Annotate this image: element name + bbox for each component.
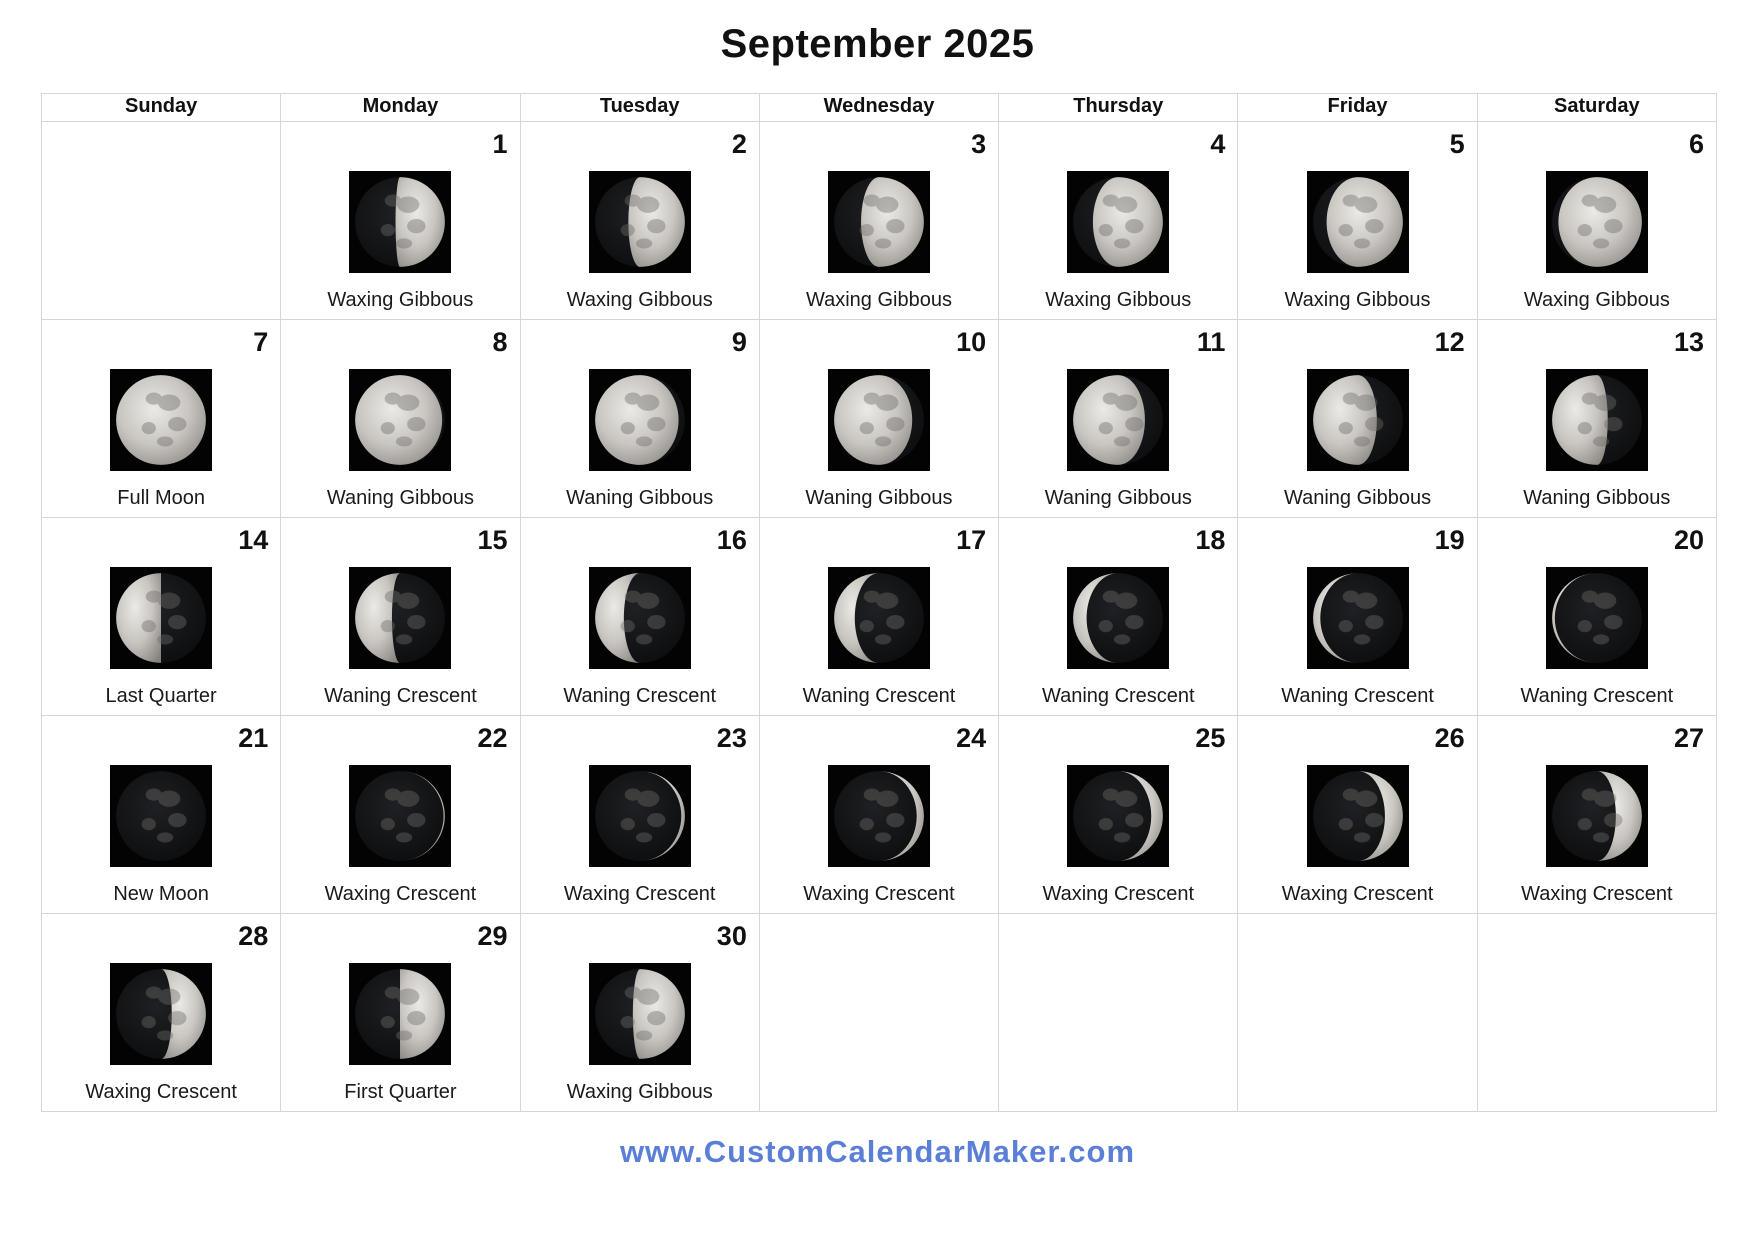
day-number: 10 [956, 327, 987, 357]
calendar-cell-day-20 [1477, 518, 1716, 716]
moon-image-container [1238, 567, 1476, 669]
moon-image-container [1238, 171, 1476, 273]
moon-image-container [521, 369, 759, 471]
moon-phase-image [349, 963, 451, 1065]
moon-phase-image [828, 567, 930, 669]
moon-image-container [760, 171, 998, 273]
calendar-cell-empty [999, 914, 1238, 1112]
day-number: 7 [253, 327, 269, 357]
day-number: 6 [1688, 129, 1704, 159]
calendar-cell-day-17 [759, 518, 998, 716]
moon-phase-label: Waxing Crescent [1042, 883, 1195, 905]
moon-phase-image [1546, 765, 1648, 867]
day-number: 24 [956, 723, 987, 753]
moon-phase-label: Waning Crescent [563, 685, 717, 707]
calendar-cell-day-8 [281, 320, 520, 518]
moon-image-container [760, 765, 998, 867]
calendar-cell-day-23 [520, 716, 759, 914]
moon-phase-image [589, 765, 691, 867]
day-number: 25 [1195, 723, 1226, 753]
page-title: September 2025 [720, 22, 1035, 66]
moon-image-container [281, 567, 519, 669]
calendar-cell-day-22 [281, 716, 520, 914]
moon-image-container [999, 171, 1237, 273]
weekday-header-tuesday: Tuesday [520, 94, 759, 122]
moon-image-container [521, 567, 759, 669]
moon-phase-label: Waxing Crescent [85, 1081, 237, 1103]
moon-phase-calendar [41, 93, 1717, 1112]
day-number: 30 [716, 921, 747, 951]
moon-phase-image [589, 567, 691, 669]
moon-image-container [760, 567, 998, 669]
calendar-cell-day-28 [42, 914, 281, 1112]
calendar-cell-day-9 [520, 320, 759, 518]
day-number: 15 [477, 525, 508, 555]
moon-image-container [999, 567, 1237, 669]
day-number: 23 [716, 723, 747, 753]
day-number: 2 [731, 129, 747, 159]
moon-phase-label: Waxing Gibbous [1045, 289, 1192, 311]
moon-phase-label: Waxing Crescent [563, 883, 716, 905]
day-number: 28 [238, 921, 269, 951]
day-number: 29 [477, 921, 508, 951]
moon-phase-label: New Moon [113, 883, 209, 905]
calendar-cell-day-5 [1238, 122, 1477, 320]
moon-image-container [521, 765, 759, 867]
calendar-week-row [42, 122, 1717, 320]
moon-phase-image [828, 171, 930, 273]
moon-phase-label: Full Moon [117, 487, 206, 509]
moon-phase-label: Waning Gibbous [805, 487, 953, 509]
calendar-cell-day-14 [42, 518, 281, 716]
moon-phase-image [1307, 369, 1409, 471]
calendar-cell-day-19 [1238, 518, 1477, 716]
moon-phase-label: Waxing Crescent [1521, 883, 1673, 905]
moon-phase-label: Waxing Gibbous [327, 289, 474, 311]
calendar-cell-day-2 [520, 122, 759, 320]
moon-phase-label: First Quarter [344, 1081, 457, 1103]
day-number: 5 [1449, 129, 1465, 159]
moon-phase-label: Waning Crescent [1520, 685, 1674, 707]
moon-phase-image [1307, 567, 1409, 669]
moon-phase-label: Waning Crescent [802, 685, 956, 707]
calendar-cell-day-3 [759, 122, 998, 320]
calendar-cell-empty [1477, 914, 1716, 1112]
moon-phase-label: Last Quarter [105, 685, 217, 707]
weekday-header-saturday: Saturday [1477, 94, 1716, 122]
moon-phase-image [828, 765, 930, 867]
moon-image-container [521, 963, 759, 1065]
moon-image-container [999, 765, 1237, 867]
moon-phase-image [1307, 765, 1409, 867]
moon-phase-label: Waxing Gibbous [1523, 289, 1670, 311]
day-number: 1 [492, 129, 508, 159]
day-number: 3 [971, 129, 987, 159]
moon-phase-image [110, 963, 212, 1065]
calendar-cell-day-11 [999, 320, 1238, 518]
day-number: 13 [1673, 327, 1704, 357]
weekday-header-monday: Monday [281, 94, 520, 122]
calendar-cell-day-29 [281, 914, 520, 1112]
moon-phase-label: Waxing Gibbous [566, 289, 713, 311]
moon-phase-label: Waxing Gibbous [805, 289, 952, 311]
moon-image-container [1238, 369, 1476, 471]
moon-image-container [281, 765, 519, 867]
calendar-cell-day-24 [759, 716, 998, 914]
moon-phase-label: Waxing Gibbous [566, 1081, 713, 1103]
weekday-header-friday: Friday [1238, 94, 1477, 122]
moon-image-container [760, 369, 998, 471]
moon-phase-image [1546, 567, 1648, 669]
calendar-week-row [42, 914, 1717, 1112]
moon-phase-image [828, 369, 930, 471]
moon-phase-label: Waning Gibbous [326, 487, 474, 509]
day-number: 26 [1434, 723, 1465, 753]
day-number: 27 [1673, 723, 1704, 753]
calendar-week-row [42, 320, 1717, 518]
moon-image-container [1478, 369, 1716, 471]
moon-image-container [1478, 567, 1716, 669]
day-number: 16 [716, 525, 747, 555]
moon-image-container [42, 567, 280, 669]
moon-image-container [1478, 765, 1716, 867]
moon-phase-image [1067, 765, 1169, 867]
day-number: 8 [492, 327, 508, 357]
day-number: 17 [956, 525, 987, 555]
calendar-cell-day-25 [999, 716, 1238, 914]
day-number: 12 [1434, 327, 1465, 357]
calendar-cell-day-21 [42, 716, 281, 914]
moon-phase-label: Waxing Crescent [1281, 883, 1434, 905]
calendar-cell-day-26 [1238, 716, 1477, 914]
calendar-cell-day-10 [759, 320, 998, 518]
moon-phase-image [1067, 567, 1169, 669]
moon-phase-image [1546, 171, 1648, 273]
moon-phase-image [589, 963, 691, 1065]
weekday-header-sunday: Sunday [42, 94, 281, 122]
footer [0, 1134, 1755, 1170]
moon-phase-image [110, 567, 212, 669]
moon-image-container [281, 369, 519, 471]
moon-image-container [42, 369, 280, 471]
moon-phase-label: Waning Crescent [1281, 685, 1434, 707]
moon-image-container [42, 963, 280, 1065]
weekday-header-wednesday: Wednesday [759, 94, 998, 122]
day-number: 19 [1434, 525, 1465, 555]
calendar-week-row [42, 716, 1717, 914]
moon-phase-image [349, 567, 451, 669]
moon-phase-image [1307, 171, 1409, 273]
moon-phase-image [349, 369, 451, 471]
calendar-cell-day-18 [999, 518, 1238, 716]
calendar-cell-day-1 [281, 122, 520, 320]
day-number: 21 [238, 723, 269, 753]
moon-phase-image [589, 171, 691, 273]
moon-phase-image [349, 171, 451, 273]
moon-image-container [281, 963, 519, 1065]
moon-image-container [1478, 171, 1716, 273]
moon-phase-image [110, 765, 212, 867]
calendar-cell-empty [759, 914, 998, 1112]
calendar-cell-day-27 [1477, 716, 1716, 914]
calendar-cell-day-12 [1238, 320, 1477, 518]
moon-image-container [521, 171, 759, 273]
moon-phase-label: Waning Gibbous [1283, 487, 1432, 509]
moon-phase-label: Waning Crescent [1041, 685, 1195, 707]
calendar-cell-day-13 [1477, 320, 1716, 518]
calendar-cell-day-4 [999, 122, 1238, 320]
weekday-header-thursday: Thursday [999, 94, 1238, 122]
moon-image-container [42, 765, 280, 867]
calendar-week-row [42, 518, 1717, 716]
calendar-cell-empty [42, 122, 281, 320]
moon-phase-image [1546, 369, 1648, 471]
moon-phase-label: Waning Gibbous [1044, 487, 1192, 509]
day-number: 9 [731, 327, 747, 357]
moon-phase-image [1067, 171, 1169, 273]
day-number: 14 [238, 525, 269, 555]
moon-image-container [281, 171, 519, 273]
calendar-cell-day-30 [520, 914, 759, 1112]
day-number: 20 [1673, 525, 1704, 555]
moon-phase-image [1067, 369, 1169, 471]
moon-image-container [999, 369, 1237, 471]
footer-website-link[interactable]: www.CustomCalendarMaker.com [619, 1134, 1136, 1169]
moon-image-container [1238, 765, 1476, 867]
moon-phase-label: Waxing Crescent [324, 883, 477, 905]
day-number: 22 [477, 723, 508, 753]
moon-phase-image [589, 369, 691, 471]
moon-phase-label: Waning Gibbous [1523, 487, 1671, 509]
moon-phase-label: Waning Crescent [324, 685, 477, 707]
day-number: 4 [1210, 129, 1226, 159]
moon-phase-image [110, 369, 212, 471]
weekday-header-row [42, 94, 1717, 122]
calendar-cell-day-6 [1477, 122, 1716, 320]
calendar-cell-day-15 [281, 518, 520, 716]
calendar-cell-day-16 [520, 518, 759, 716]
moon-phase-image [349, 765, 451, 867]
calendar-cell-empty [1238, 914, 1477, 1112]
moon-phase-label: Waxing Crescent [803, 883, 955, 905]
day-number: 18 [1195, 525, 1226, 555]
moon-phase-label: Waxing Gibbous [1284, 289, 1431, 311]
calendar-cell-day-7 [42, 320, 281, 518]
moon-phase-label: Waning Gibbous [566, 487, 714, 509]
day-number: 11 [1196, 327, 1226, 357]
